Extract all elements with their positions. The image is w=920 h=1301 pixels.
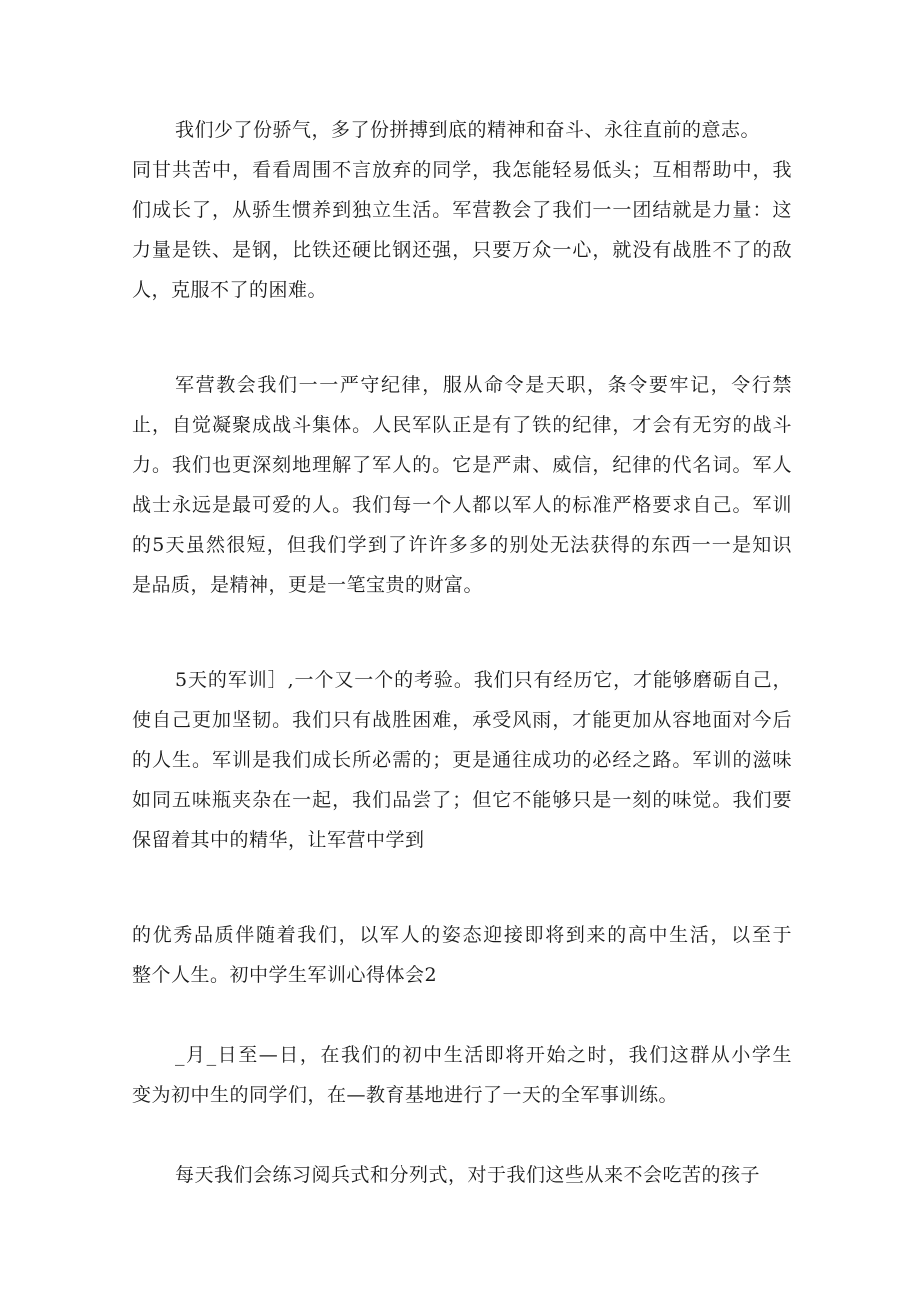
text-line: 是品质，是精神，更是一笔宝贵的财富。 [132, 574, 484, 596]
paragraph-1 [132, 110, 792, 310]
text-line: 军营教会我们一一严守纪律，服从命令是天职，条令要牢记，令行禁 [175, 374, 792, 396]
text-line: 力。我们也更深刻地理解了军人的。它是严肃、威信，纪律的代名词。军人 [132, 454, 792, 476]
text-line: 整个人生。初中学生军训心得体会2 [132, 964, 438, 986]
paragraph-3 [132, 660, 792, 860]
text-line: 使自己更加坚韧。我们只有战胜困难，承受风雨，才能更加从容地面对今后 [132, 709, 792, 731]
text-line: 的5天虽然很短，但我们学到了许许多多的别处无法获得的东西一一是知识 [132, 534, 792, 556]
text-line: 止，自觉凝聚成战斗集体。人民军队正是有了铁的纪律，才会有无穷的战斗 [132, 414, 792, 436]
text-line: 5天的军训］,一个又一个的考验。我们只有经历它，才能够磨砺自己， [175, 669, 792, 691]
paragraph-4 [132, 915, 792, 995]
text-line: 每天我们会练习阅兵式和分列式，对于我们这些从来不会吃苦的孩子 [175, 1164, 761, 1186]
paragraph-6 [132, 1155, 792, 1195]
text-line: 人，克服不了的困难。 [132, 279, 328, 301]
paragraph-2 [132, 365, 792, 605]
text-line: 变为初中生的同学们，在—教育基地进行了一天的全军事训练。 [132, 1084, 679, 1106]
text-line: 战士永远是最可爱的人。我们每一个人都以军人的标准严格要求自己。军训 [132, 494, 792, 516]
text-line: 的优秀品质伴随着我们，以军人的姿态迎接即将到来的高中生活，以至于 [132, 924, 792, 946]
text-line: 我们少了份骄气，多了份拼搏到底的精神和奋斗、永往直前的意志。 [175, 119, 761, 141]
paragraph-5 [132, 1035, 792, 1115]
text-line: _月_日至—日，在我们的初中生活即将开始之时，我们这群从小学生 [175, 1044, 792, 1066]
text-line: 们成长了，从骄生惯养到独立生活。军营教会了我们一一团结就是力量：这 [132, 199, 792, 221]
text-line: 如同五味瓶夹杂在一起，我们品尝了；但它不能够只是一刻的味觉。我们要 [132, 789, 792, 811]
text-line: 力量是铁、是钢，比铁还硬比钢还强，只要万众一心，就没有战胜不了的敌 [132, 239, 792, 261]
text-line: 的人生。军训是我们成长所必需的；更是通往成功的必经之路。军训的滋味 [132, 749, 792, 771]
text-line: 保留着其中的精华，让军营中学到 [132, 829, 425, 851]
text-line: 同甘共苦中，看看周围不言放弃的同学，我怎能轻易低头；互相帮助中，我 [132, 159, 792, 181]
